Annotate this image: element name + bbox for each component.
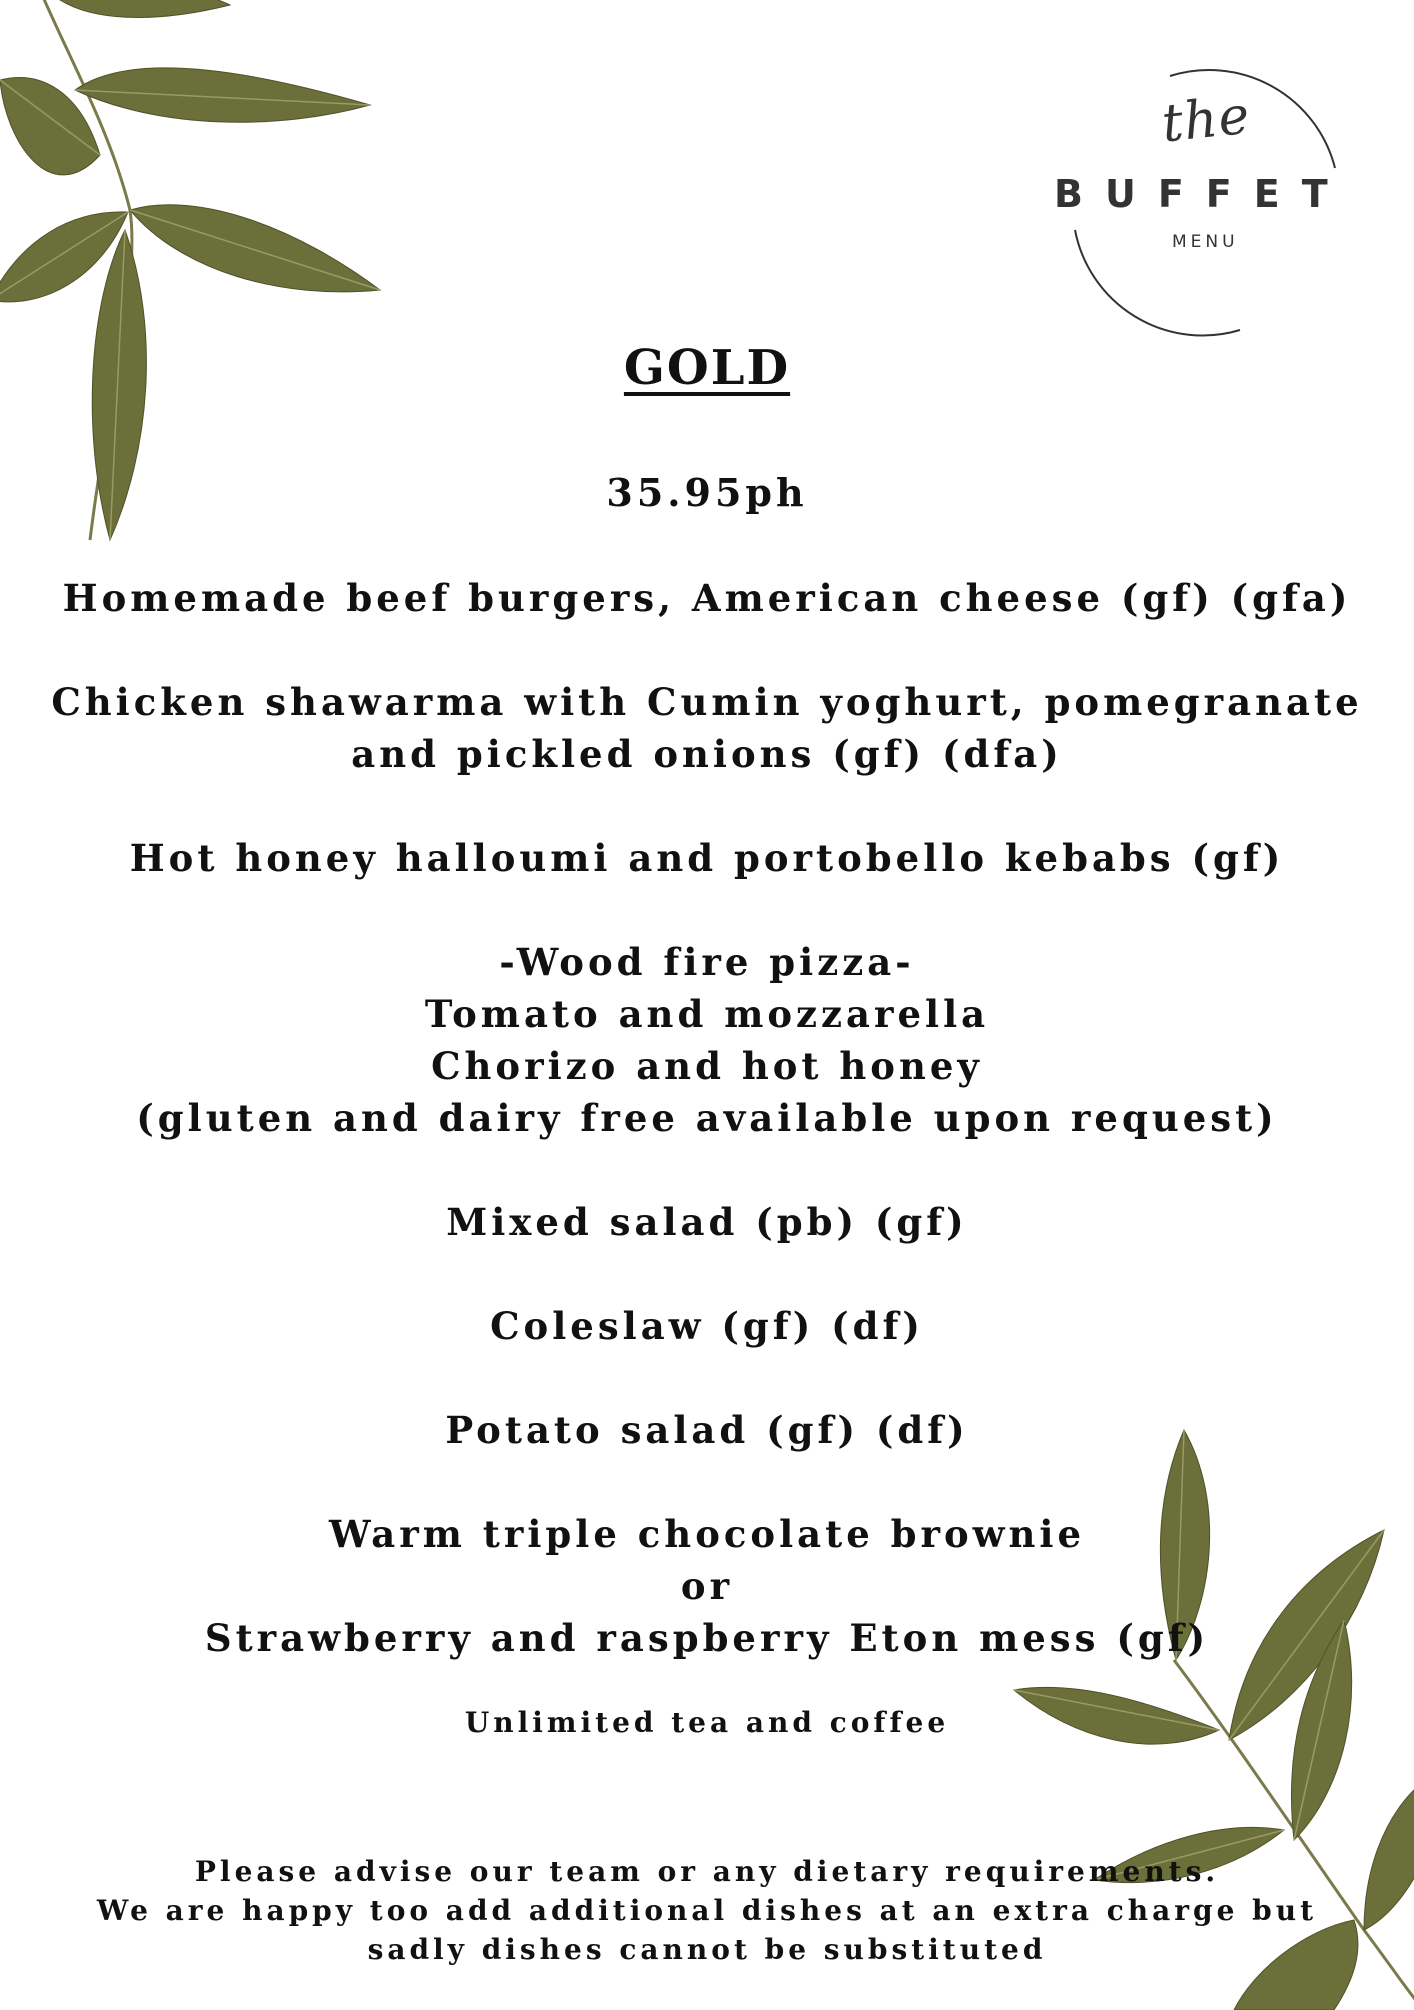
menu-item-desserts (30, 1508, 1384, 1664)
menu-item-mixed-salad (30, 1196, 1384, 1248)
dietary-footer (0, 1852, 1414, 1969)
menu-price: 35.95ph (606, 470, 808, 515)
menu-item-shawarma (30, 676, 1384, 780)
tea-coffee-note: Unlimited tea and coffee (464, 1706, 950, 1739)
buffet-logo (1050, 60, 1360, 340)
logo-brand-text: BUFFET (1054, 172, 1350, 216)
footer-line: sadly dishes cannot be substituted (367, 1933, 1047, 1966)
menu-item-line: and pickled onions (gf) (dfa) (351, 732, 1063, 776)
menu-item-line: Strawberry and raspberry Eton mess (gf) (204, 1616, 1210, 1660)
menu-item-coleslaw (30, 1300, 1384, 1352)
menu-item-line: Tomato and mozzarella (424, 992, 990, 1036)
footer-line: We are happy too add additional dishes at an extra charge but (96, 1894, 1318, 1927)
logo-sub-text: MENU (1172, 232, 1239, 252)
menu-item-line: Chicken shawarma with Cumin yoghurt, pomegranate (51, 680, 1363, 724)
menu-title: GOLD (623, 340, 791, 396)
menu-item-line: Coleslaw (gf) (df) (490, 1304, 924, 1348)
menu-item-line: Warm triple chocolate brownie (328, 1512, 1086, 1556)
menu-item-kebabs (30, 832, 1384, 884)
menu-item-line: or (680, 1564, 734, 1608)
menu-item-line: -Wood fire pizza- (499, 940, 915, 984)
menu-item-line: Potato salad (gf) (df) (445, 1408, 969, 1452)
menu-item-burgers (30, 572, 1384, 624)
menu-item-line: Hot honey halloumi and portobello kebabs (gf) (129, 836, 1285, 880)
menu-item-potato-salad (30, 1404, 1384, 1456)
menu-item-line: (gluten and dairy free available upon request) (136, 1096, 1278, 1140)
menu-item-pizza (30, 936, 1384, 1144)
menu-list (30, 572, 1384, 1716)
menu-item-line: Mixed salad (pb) (gf) (446, 1200, 968, 1244)
logo-script-text: the (1159, 85, 1254, 155)
menu-item-line: Homemade beef burgers, American cheese (gf) (gfa) (62, 576, 1352, 620)
menu-item-line: Chorizo and hot honey (431, 1044, 983, 1088)
footer-line: Please advise our team or any dietary requirements. (194, 1855, 1220, 1888)
